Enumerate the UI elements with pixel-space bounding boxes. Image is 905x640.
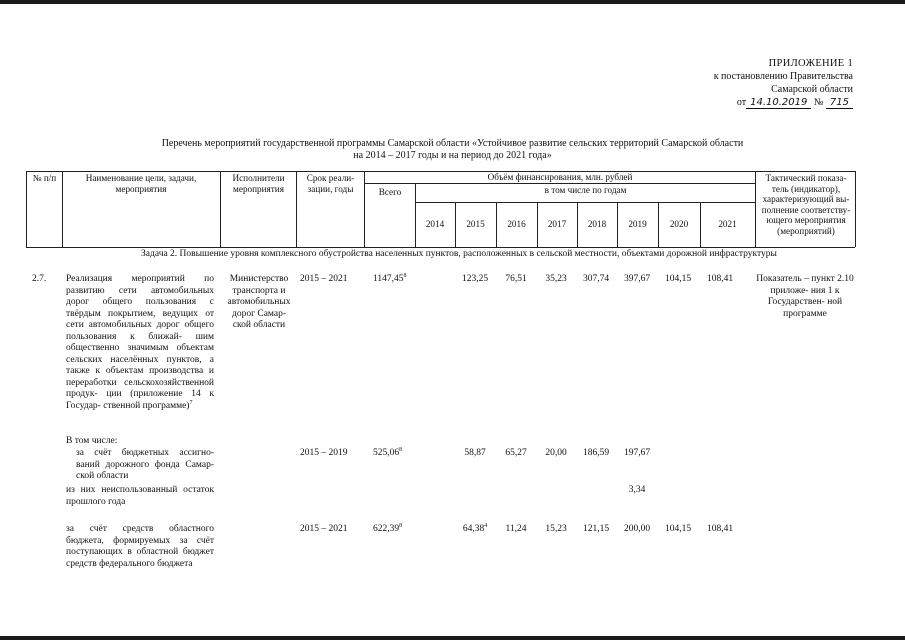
executor: Министерство транспорта и автомобильных дорог Самар- ской области bbox=[227, 274, 291, 330]
regional-total-value: 622,39 bbox=[373, 524, 400, 534]
measure-name-footnote: 7 bbox=[189, 399, 193, 406]
regional-total-footnote: 8 bbox=[399, 522, 403, 529]
table-right-border bbox=[855, 171, 856, 247]
number-prefix: № bbox=[813, 97, 824, 108]
header-year-2020: 2020 bbox=[669, 219, 689, 229]
road-fund-2015: 58,87 bbox=[464, 448, 486, 458]
regional-2016: 11,24 bbox=[505, 524, 527, 534]
funding-header-divider bbox=[364, 183, 755, 184]
road-fund-term: 2015 – 2019 bbox=[300, 448, 348, 458]
document-title-line1: Перечень мероприятий государственной программы Самарской области «Устойчивое развитие сельских территорий Самарской области bbox=[161, 138, 744, 149]
main-total-footnote: 8 bbox=[403, 272, 407, 279]
header-indicator: Тактический показа- тель (индикатор), характеризующий вы- полнение соответству- ющего мероприятия (мероприятий) bbox=[761, 173, 851, 236]
main-2021: 108,41 bbox=[706, 274, 734, 284]
row-number: 2.7. bbox=[32, 274, 47, 284]
header-funding: Объём финансирования, млн. рублей bbox=[487, 172, 633, 182]
appendix-line2: Самарской области bbox=[771, 84, 853, 95]
main-2018: 307,74 bbox=[582, 274, 610, 284]
date-prefix: от bbox=[736, 97, 747, 108]
appendix-line1: к постановлению Правительства bbox=[713, 71, 853, 82]
years-header-divider bbox=[415, 202, 755, 203]
main-2020: 104,15 bbox=[664, 274, 692, 284]
regional-2015-footnote: 4 bbox=[484, 522, 488, 529]
road-fund-total-value: 525,06 bbox=[373, 448, 400, 458]
regional-2017: 15,23 bbox=[545, 524, 567, 534]
regional-2018: 121,15 bbox=[582, 524, 610, 534]
main-2016: 76,51 bbox=[505, 274, 527, 284]
regional-term: 2015 – 2021 bbox=[300, 524, 348, 534]
header-year-2018: 2018 bbox=[587, 219, 607, 229]
regional-2015-value: 64,38 bbox=[462, 524, 485, 534]
road-fund-2018: 186,59 bbox=[582, 448, 610, 458]
header-name: Наименование цели, задачи, мероприятия bbox=[85, 173, 197, 194]
road-fund-2019: 197,67 bbox=[623, 448, 651, 458]
col-divider-3 bbox=[296, 171, 297, 247]
regional-2015 bbox=[455, 524, 495, 534]
main-term: 2015 – 2021 bbox=[300, 274, 348, 284]
main-total-value: 1147,45 bbox=[373, 274, 404, 284]
col-divider-6 bbox=[755, 171, 756, 247]
unused-remainder-name: из них неиспользованный остаток прошлого года bbox=[66, 485, 214, 507]
header-year-2016: 2016 bbox=[507, 219, 526, 229]
measure-name bbox=[66, 274, 214, 412]
date-value: 14.10.2019 bbox=[746, 97, 811, 109]
regional-budget-name: за счёт средств областного бюджета, формируемых за счёт поступающих в областной бюджет средств федерального бюджета bbox=[66, 524, 214, 569]
number-value: 715 bbox=[826, 97, 853, 109]
road-fund-2017: 20,00 bbox=[545, 448, 567, 458]
regional-total bbox=[373, 524, 415, 536]
regional-2019: 200,00 bbox=[623, 524, 651, 534]
unused-remainder-2019: 3,34 bbox=[628, 485, 646, 495]
main-total bbox=[373, 274, 415, 286]
header-number: № п/п bbox=[32, 173, 57, 183]
including-label: В том числе: bbox=[66, 436, 118, 446]
appendix-title: ПРИЛОЖЕНИЕ 1 bbox=[768, 58, 853, 69]
road-fund-total bbox=[373, 448, 415, 460]
task-row: Задача 2. Повышение уровня комплексного обустройства населенных пунктов, расположенных в сельской местности, объектами дорожной инфраструктуры bbox=[141, 249, 777, 259]
col-divider-1 bbox=[62, 171, 63, 247]
road-fund-total-footnote: 8 bbox=[399, 446, 403, 453]
regional-2021: 108,41 bbox=[706, 524, 734, 534]
main-2019: 397,67 bbox=[623, 274, 651, 284]
header-year-2017: 2017 bbox=[547, 219, 567, 229]
road-fund-name: за счёт бюджетных ассигно- ваний дорожного фонда Самар- ской области bbox=[76, 448, 214, 481]
header-year-2015: 2015 bbox=[466, 219, 485, 229]
main-2015: 123,25 bbox=[461, 274, 489, 284]
header-year-2014: 2014 bbox=[425, 219, 445, 229]
header-by-years: в том числе по годам bbox=[544, 185, 627, 195]
document-title-line2: на 2014 – 2017 годы и на период до 2021 года» bbox=[353, 150, 552, 161]
header-total: Всего bbox=[378, 187, 402, 197]
measure-name-text: Реализация мероприятий по развитию сети автомобильных дорог общего пользования с твёрдым покрытием, ведущих от сети автомобильных дорог общего пользования к ближай- шим общественно значимым объектам сельских населённых пунктов, а также к объектам производства и переработки сельскохозяйственной продук- ции (приложение 14 к Государ- ственной программе) bbox=[66, 274, 214, 411]
indicator: Показатель – пункт 2.10 приложе- ния 1 к Государствен- ной программе bbox=[756, 274, 854, 319]
road-fund-2016: 65,27 bbox=[505, 448, 527, 458]
header-term: Срок реали- зации, годы bbox=[306, 173, 355, 194]
header-year-2019: 2019 bbox=[628, 219, 647, 229]
header-year-2021: 2021 bbox=[718, 219, 737, 229]
regional-2020: 104,15 bbox=[664, 524, 692, 534]
main-2017: 35,23 bbox=[545, 274, 567, 284]
header-executors: Исполнители мероприятия bbox=[232, 173, 285, 194]
